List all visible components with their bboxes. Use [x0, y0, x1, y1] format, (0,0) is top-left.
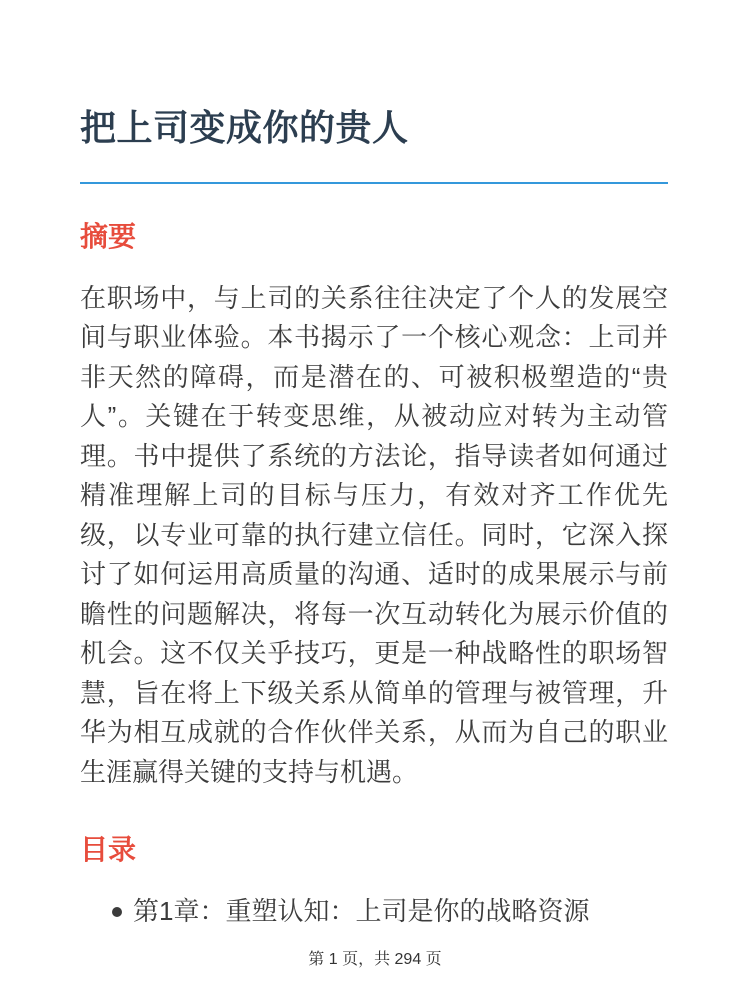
page-footer	[0, 946, 750, 969]
toc-item-label: 第1章：重塑认知：上司是你的战略资源	[133, 895, 590, 926]
page-number-label: 第 1 页，共 294 页	[308, 951, 442, 968]
title-divider	[80, 182, 668, 184]
toc-item	[80, 892, 668, 932]
abstract-paragraph: 在职场中，与上司的关系往往决定了个人的发展空间与职业体验。本书揭示了一个核心观念：上司并非天然的障碍，而是潜在的、可被积极塑造的“贵人”。关键在于转变思维，从被动应对转为主动管理。书中提供了系统的方法论，指导读者如何通过精准理解上司的目标与压力，有效对齐工作优先级，以专业可靠的执行建立信任。同时，它深入探讨了如何运用高质量的沟通、适时的成果展示与前瞻性的问题解决，将每一次互动转化为展示价值的机会。这不仅关乎技巧，更是一种战略性的职场智慧，旨在将上下级关系从简单的管理与被管理，升华为相互成就的合作伙伴关系，从而为自己的职业生涯赢得关键的支持与机遇。	[80, 282, 668, 787]
toc-list	[80, 892, 668, 932]
document-content	[80, 0, 668, 931]
document-title: 把上司变成你的贵人	[80, 107, 409, 148]
bullet-icon	[112, 907, 122, 917]
section-heading-toc: 目录	[80, 834, 137, 866]
section-heading-abstract: 摘要	[80, 220, 137, 252]
